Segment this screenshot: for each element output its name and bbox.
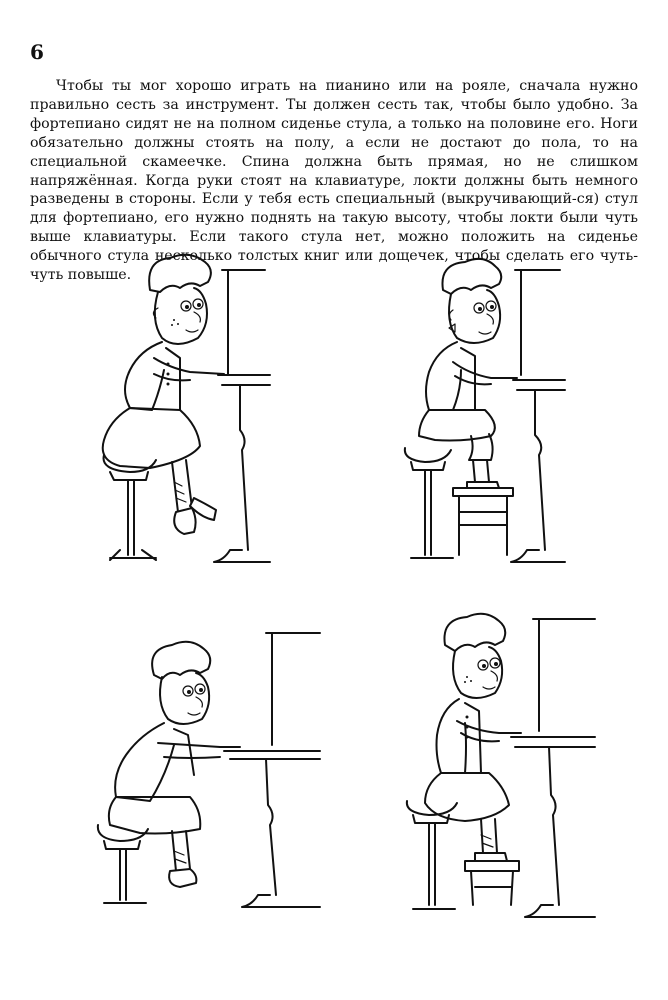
illustration-girl-correct-posture: [395, 605, 595, 925]
girl-at-piano-drawing-2: [395, 250, 565, 580]
illustration-girl-slouched: [90, 625, 290, 915]
girl-at-piano-drawing-1: [90, 250, 270, 580]
illustration-girl-with-footstool: [395, 250, 565, 580]
illustration-girl-feet-dangling: [90, 250, 270, 580]
body-paragraph: Чтобы ты мог хорошо играть на пианино или на рояле, сначала нужно правильно сесть за инструмент. Ты должен сесть так, чтобы было удобно. За фортепиано сидят не на полном сиденье стула, а только на половине его. Ноги обязательно должны стоять на полу, а если не достают до пола, то на специальной скамеечке. Спина должна быть прямая, но не слишком напряжённая. Когда руки стоят на клавиатуре, локти должны быть немного разведены в стороны. Если у тебя есть специальный (выкручивающий-ся) стул для фортепиано, его нужно поднять на такую высоту, чтобы локти были чуть выше клавиатуры. Если такого стула нет, можно положить на сиденье обычного стула несколько толстых книг или дощечек, чтобы сделать его чуть-чуть повыше.: [30, 78, 638, 284]
girl-at-piano-drawing-3: [90, 625, 290, 915]
page-number: 6: [30, 40, 44, 64]
girl-at-piano-drawing-4: [395, 605, 595, 925]
